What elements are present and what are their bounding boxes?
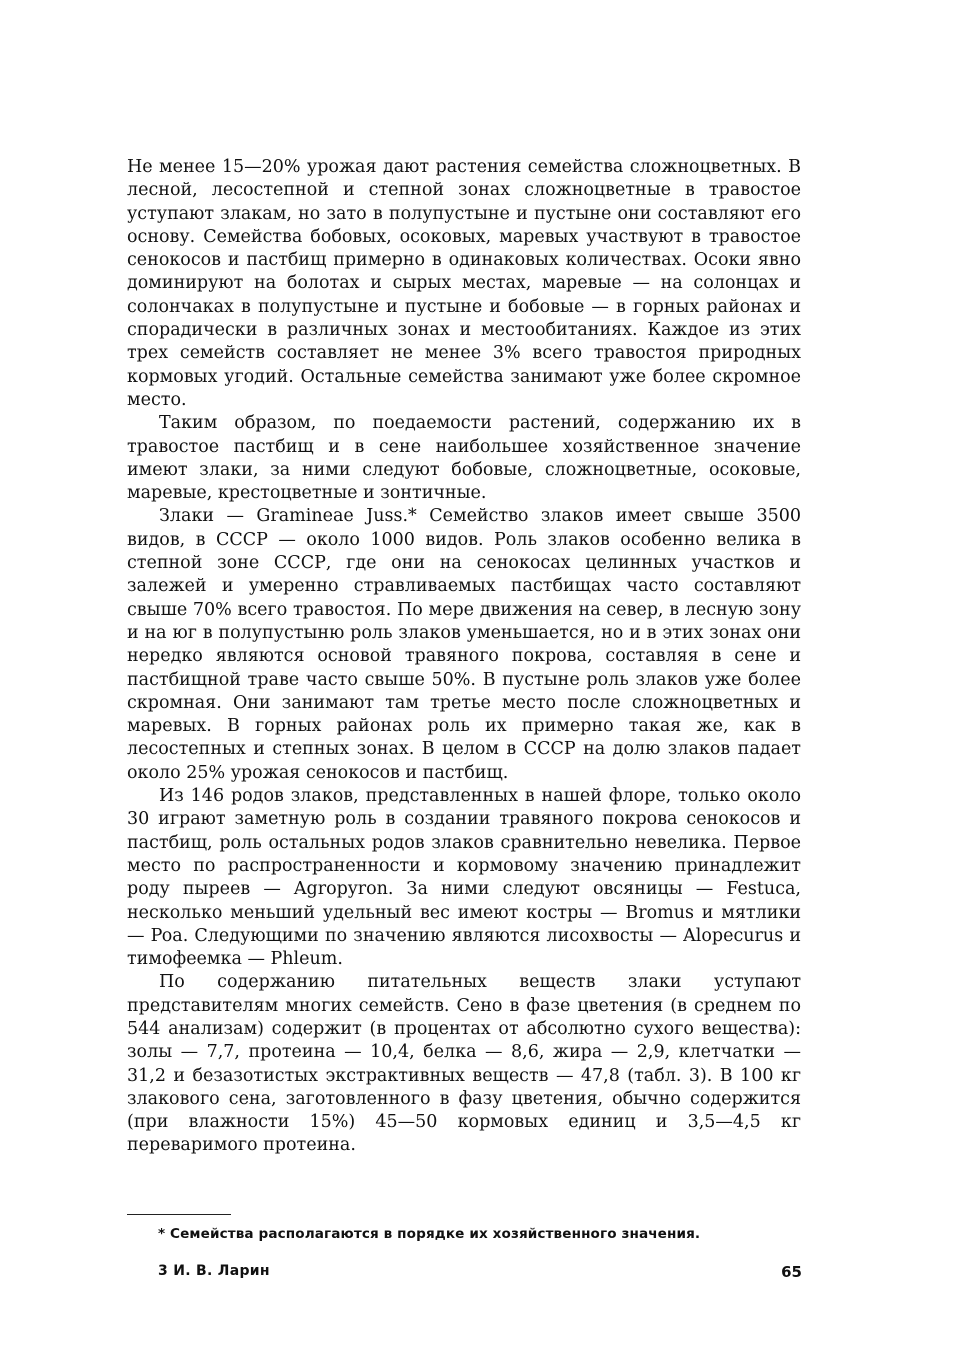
footnote-divider xyxy=(127,1214,231,1215)
printer-signature: 3 И. В. Ларин xyxy=(158,1263,270,1279)
paragraph-2: Таким образом, по поедаемости растений, содержанию их в травостое пастбищ и в сене наибольшее хозяйственное значение имеют злаки, за ними следуют бобовые, сложноцветные, осоковые, маревые, крестоцветные и зонтичные. xyxy=(127,413,801,504)
paragraph-4: Из 146 родов злаков, представленных в нашей флоре, только около 30 играют заметную роль в создании травяного покрова сенокосов и пастбищ, роль остальных родов злаков сравнительно невелика. Первое место по распространенности и кормовому значению принадлежит роду пыреев — Agropyron. За ними следуют овсяницы — Festuca, несколько меньший удельный вес имеют костры — Bromus и мятлики — Poa. Следующими по значению являются лисохвосты — Alopecurus и тимофеемка — Phleum. xyxy=(127,786,801,970)
paragraph-5: По содержанию питательных веществ злаки уступают представителям многих семейств. Сено в фазе цветения (в среднем по 544 анализам) содержит (в процентах от абсолютно сухого вещества): золы — 7,7, протеина — 10,4, белка — 8,6, жира — 2,9, клетчатки — 31,2 и безазотистых экстрактивных веществ — 47,8 (табл. 3). В 100 кг злакового сена, заготовленного в фазу цветения, обычно содержится (при влажности 15%) 45—50 кормовых единиц и 3,5—4,5 кг переваримого протеина. xyxy=(127,972,801,1156)
paragraph-1: Не менее 15—20% урожая дают растения семейства сложноцветных. В лесной, лесостепной и степной зонах сложноцветные в травостое уступают злакам, но зато в полупустыне и пустыне они составляют его основу. Семейства бобовых, осоковых, маревых участвуют в травостое сенокосов и пастбищ примерно в одинаковых количествах. Осоки явно доминируют на болотах и сырых местах, маревые — на солонцах и солончаках в полупустыне и пустыне и бобовые — в горных районах и спорадически в различных зонах и местообитаниях. Каждое из этих трех семейств составляет не менее 3% всего травостоя природных кормовых угодий. Остальные семейства занимают уже более скромное место. xyxy=(127,157,801,410)
paragraph-3: Злаки — Gramineae Juss.* Семейство злаков имеет свыше 3500 видов, в СССР — около 1000 видов. Роль злаков особенно велика в степной зоне СССР, где они на сенокосах целинных участков и залежей и умеренно стравливаемых пастбищах часто составляют свыше 70% всего травостоя. По мере движения на север, в лесную зону и на юг в полупустыню роль злаков уменьшается, но и в этих зонах они нередко являются основой травяного покрова, составляя в сене и пастбищной траве часто свыше 50%. В пустыне роль злаков уже более скромная. Они занимают там третье место после сложноцветных и маревых. В горных районах роль их примерно такая же, как в лесостепных и степных зонах. В целом в СССР на долю злаков падает около 25% урожая сенокосов и пастбищ. xyxy=(127,506,801,783)
page-number: 65 xyxy=(781,1263,802,1281)
footnote: * Семейства располагаются в порядке их хозяйственного значения. xyxy=(158,1226,701,1242)
main-text xyxy=(127,156,801,1158)
